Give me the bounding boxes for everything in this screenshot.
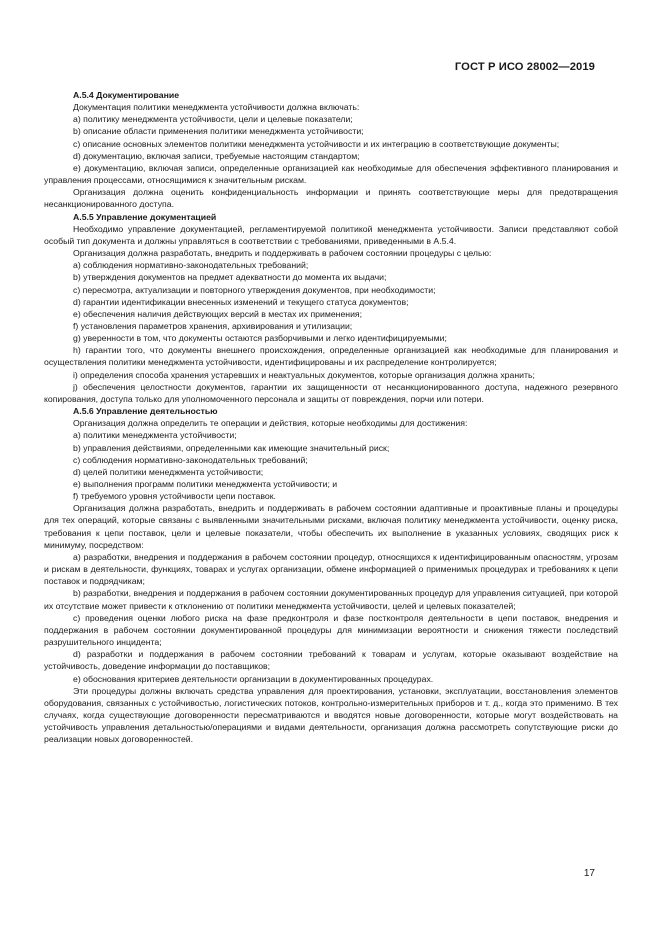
- paragraph: Документация политики менеджмента устойчивости должна включать:: [73, 102, 360, 113]
- paragraph: с) проведения оценки любого риска на фазе предконтроля и фазе постконтроля деятельности в цепи поставок, внедрения и поддержания в рабочем состоянии документированной процедуры для минимизации вероятности и снижения тяжести последствий разрушительного инцидента;: [44, 612, 618, 648]
- document-body: [44, 89, 618, 745]
- paragraph: е) документацию, включая записи, определенные организацией как необходимые для обеспечения эффективного планирования и управления процессами, относящимися к значительным рискам.: [44, 162, 618, 186]
- paragraph: d) разработки и поддержания в рабочем состоянии требований к товарам и услугам, которые оказывают воздействие на устойчивость, доведение информации до поставщиков;: [44, 649, 618, 672]
- paragraph: Организация должна разработать, внедрить и поддерживать в рабочем состоянии процедуры с целью:: [73, 248, 492, 259]
- paragraph: h) гарантии того, что документы внешнего происхождения, определенные организацией как необходимые для планирования и осуществления политики менеджмента устойчивости, идентифицированы и их распределение контролируется;: [44, 345, 618, 368]
- paragraph: Организация должна оценить конфиденциальность информации и принять соответствующие меры для предотвращения несанкционированного доступа.: [44, 187, 618, 210]
- paragraph: b) разработки, внедрения и поддержания в рабочем состоянии документированных процедур для управления ситуацией, при которой их отсутствие может привести к отклонению от политики менеджмента устойчивости, целей и целевых показателей;: [44, 588, 618, 611]
- paragraph: Организация должна разработать, внедрить и поддерживать в рабочем состоянии адаптивные и проактивные планы и процедуры для тех операций, которые связаны с выявленными значительными рисками, включая политику менеджмента устойчивости, оценку риска, требования к цепи поставок, цели и целевые показатели, чтобы обеспечить их выполнение в указанных условиях, сводящих риск к минимуму, посредством:: [44, 503, 618, 550]
- paragraph: d) гарантии идентификации внесенных изменений и текущего статуса документов;: [73, 296, 409, 307]
- paragraph: Организация должна определить те операции и действия, которые необходимы для достижения:: [73, 418, 468, 429]
- paragraph: а) политики менеджмента устойчивости;: [73, 430, 237, 441]
- paragraph: с) пересмотра, актуализации и повторного утверждения документов, при необходимости;: [73, 284, 436, 295]
- paragraph: b) описание области применения политики менеджмента устойчивости;: [73, 126, 364, 137]
- paragraph: а) разработки, внедрения и поддержания в рабочем состоянии процедур, относящихся к идентифицированным опасностям, угрозам и рискам в деятельности, функциях, товарах и услугах организации, обмене информацией о применимых процедурах и требованиях к цепи поставок и подрядчикам;: [44, 551, 618, 587]
- document-code: ГОСТ Р ИСО 28002—2019: [454, 61, 595, 73]
- paragraph: d) документацию, включая записи, требуемые настоящим стандартом;: [73, 150, 360, 161]
- paragraph: f) установления параметров хранения, архивирования и утилизации;: [73, 320, 353, 331]
- paragraph: Эти процедуры должны включать средства управления для проектирования, установки, эксплуатации, восстановления элементов оборудования, связанных с устойчивостью, логистических потоков, контрольно-измерительных приборов и т. д., когда это применимо. В тех случаях, когда существующие договоренности пересматриваются и вводятся новые договоренности, которые могут воздействовать на устойчивость управления детальностью/операциями и видами деятельности, организация должна рассмотреть сопутствующие риски до реализации новых договоренностей.: [44, 685, 618, 745]
- section-heading: А.5.6 Управление деятельностью: [73, 406, 218, 417]
- paragraph: g) уверенности в том, что документы остаются разборчивыми и легко идентифицируемыми;: [73, 333, 447, 344]
- section-heading: А.5.5 Управление документацией: [73, 211, 217, 222]
- paragraph: b) управления действиями, определенными как имеющие значительный риск;: [73, 442, 390, 453]
- paragraph: с) соблюдения нормативно-законодательных требований;: [73, 454, 308, 465]
- paragraph: Необходимо управление документацией, регламентируемой политикой менеджмента устойчивости. Записи представляют собой особый тип документа и должны управляться в соответствии с требованиями, приведенными в А.5.4.: [44, 223, 618, 246]
- paragraph: а) соблюдения нормативно-законодательных требований;: [73, 260, 309, 271]
- page-number: 17: [583, 868, 595, 879]
- paragraph: b) утверждения документов на предмет адекватности до момента их выдачи;: [73, 272, 387, 283]
- paragraph: d) целей политики менеджмента устойчивости;: [73, 466, 264, 477]
- paragraph: а) политику менеджмента устойчивости, цели и целевые показатели;: [73, 114, 353, 125]
- paragraph: е) выполнения программ политики менеджмента устойчивости; и: [73, 479, 338, 489]
- paragraph: е) обоснования критериев деятельности организации в документированных процедурах.: [73, 673, 434, 684]
- paragraph: е) обеспечения наличия действующих версий в местах их применения;: [73, 308, 363, 319]
- paragraph: i) определения способа хранения устаревших и неактуальных документов, которые организация должна хранить;: [73, 369, 535, 380]
- section-heading: А.5.4 Документирование: [73, 90, 180, 100]
- paragraph: j) обеспечения целостности документов, гарантии их защищенности от несанкционированного доступа, надежного резервного копирования, доступа только для уполномоченного персонала и защиты от повреждения, порчи или потери.: [44, 381, 618, 404]
- paragraph: с) описание основных элементов политики менеджмента устойчивости и их интеграцию в соответствующие документы;: [73, 138, 560, 149]
- paragraph: f) требуемого уровня устойчивости цепи поставок.: [73, 491, 276, 502]
